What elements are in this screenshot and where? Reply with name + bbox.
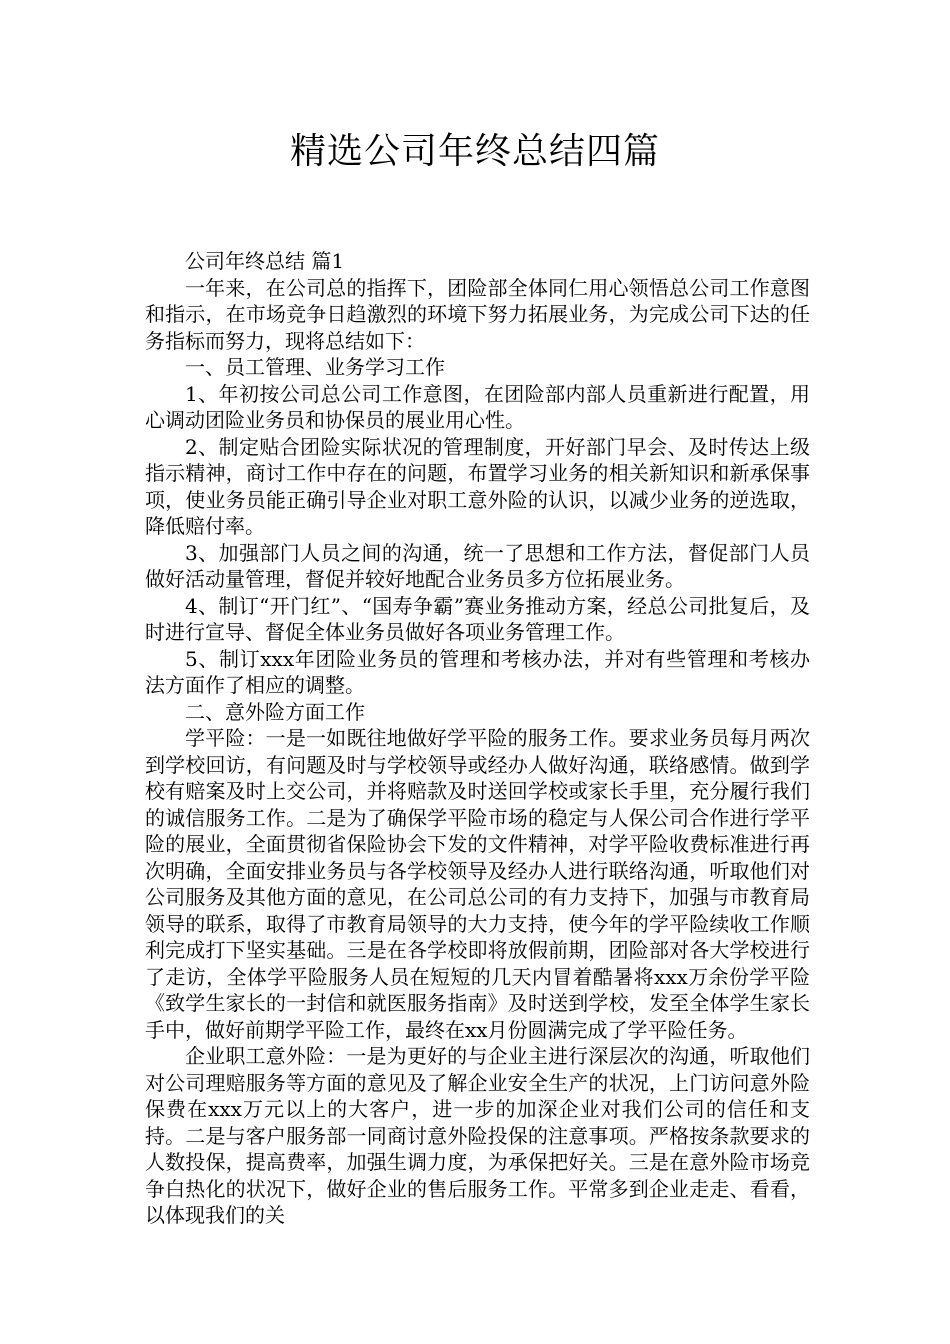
- paragraph: 企业职工意外险：一是为更好的与企业主进行深层次的沟通，听取他们对公司理赔服务等方面的意见及了解企业安全生产的状况，上门访问意外险保费在xxx万元以上的大客户，进一步的加深企业对我们公司的信任和支持。二是与客户服务部一同商讨意外险投保的注意事项。严格按条款要求的人数投保，提高费率，加强生调力度，为承保把好关。三是在意外险市场竞争白热化的状况下，做好企业的售后服务工作。平常多到企业走走、看看，以体现我们的关: [145, 1044, 810, 1227]
- section-heading: 公司年终总结 篇1: [185, 249, 345, 273]
- document-body: [145, 248, 810, 1229]
- paragraph: 1、年初按公司总公司工作意图，在团险部内部人员重新进行配置，用心调动团险业务员和协保员的展业用心性。: [145, 381, 810, 432]
- paragraph: 一年来，在公司总的指挥下，团险部全体同仁用心领悟总公司工作意图和指示，在市场竞争日趋激烈的环境下努力拓展业务，为完成公司下达的任务指标而努力，现将总结如下：: [145, 275, 810, 353]
- paragraph: 3、加强部门人员之间的沟通，统一了思想和工作方法，督促部门人员做好活动量管理，督促并较好地配合业务员多方位拓展业务。: [145, 540, 810, 591]
- paragraph: 2、制定贴合团险实际状况的管理制度，开好部门早会、及时传达上级指示精神，商讨工作中存在的问题，布置学习业务的相关新知识和新承保事项，使业务员能正确引导企业对职工意外险的认识，以减少业务的逆选取，降低赔付率。: [145, 434, 810, 538]
- section-heading: 二、意外险方面工作: [185, 699, 365, 724]
- section-heading: 一、员工管理、业务学习工作: [185, 355, 445, 379]
- paragraph: 学平险：一是一如既往地做好学平险的服务工作。要求业务员每月两次到学校回访，有问题及时与学校领导或经办人做好沟通，联络感情。做到学校有赔案及时上交公司，并将赔款及时送回学校或家长手里，充分履行我们的诚信服务工作。二是为了确保学平险市场的稳定与人保公司合作进行学平险的展业，全面贯彻省保险协会下发的文件精神，对学平险收费标准进行再次明确，全面安排业务员与各学校领导及经办人进行联络沟通，听取他们对公司服务及其他方面的意见，在公司总公司的有力支持下，加强与市教育局领导的联系，取得了市教育局领导的大力支持，使今年的学平险续收工作顺利完成打下坚实基础。三是在各学校即将放假前期，团险部对各大学校进行了走访，全体学平险服务人员在短短的几天内冒着酷暑将xxx万余份学平险《致学生家长的一封信和就医服务指南》及时送到学校，发至全体学生家长手中，做好前期学平险工作，最终在xx月份圆满完成了学平险任务。: [145, 726, 810, 1042]
- document-title: 精选公司年终总结四篇: [289, 131, 660, 172]
- paragraph: 5、制订xxx年团险业务员的管理和考核办法，并对有些管理和考核办法方面作了相应的调整。: [145, 646, 810, 697]
- paragraph: 4、制订“开门红”、“国寿争霸”赛业务推动方案，经总公司批复后，及时进行宣导、督促全体业务员做好各项业务管理工作。: [145, 593, 810, 644]
